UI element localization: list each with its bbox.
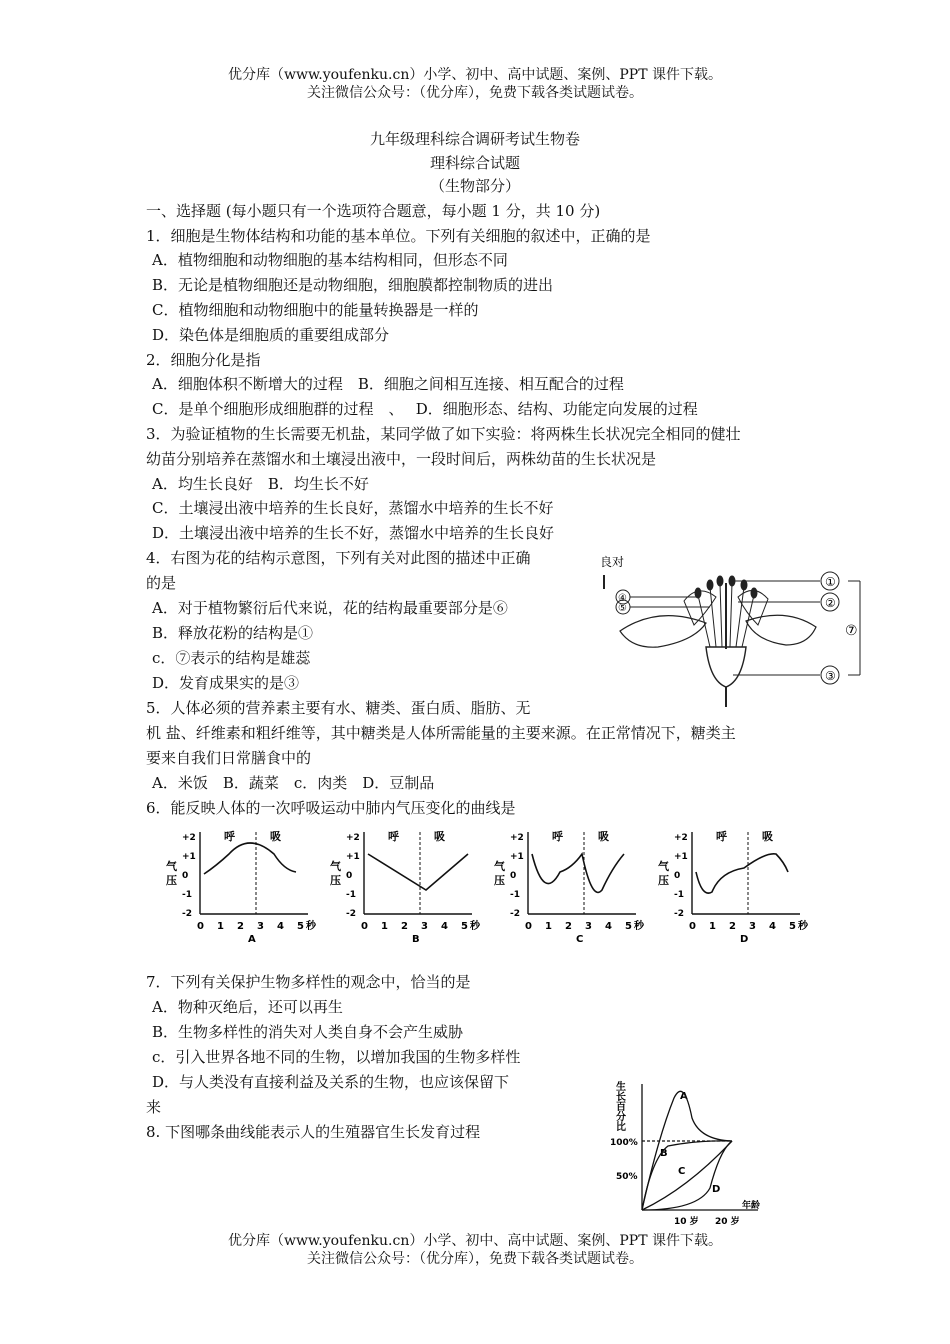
breath-ylabel-2: 压 bbox=[494, 874, 505, 887]
flower-label-1: ① bbox=[825, 575, 836, 589]
breath-ytick: -1 bbox=[674, 890, 684, 900]
q1-option-c: C．植物细胞和动物细胞中的能量转换器是一样的 bbox=[152, 301, 479, 319]
breath-xtick: 4 bbox=[441, 921, 448, 932]
growth-ylabel-3: 百 bbox=[616, 1102, 626, 1113]
question-2-stem: 2．细胞分化是指 bbox=[146, 351, 261, 369]
question-8-stem: 8. 下图哪条曲线能表示人的生殖器官生长发育过程 bbox=[146, 1123, 481, 1141]
breath-panel-a bbox=[166, 829, 317, 945]
breath-ytick: -2 bbox=[510, 909, 520, 919]
breath-ytick: +2 bbox=[346, 833, 360, 843]
breath-curve bbox=[204, 843, 296, 874]
growth-curve-label-d: D bbox=[712, 1184, 721, 1195]
growth-xtick-20: 20 岁 bbox=[715, 1217, 740, 1227]
question-3-stem: 3．为验证植物的生长需要无机盐，某同学做了如下实验：将两株生长状况完全相同的健壮 bbox=[146, 425, 741, 443]
breath-label-exhale: 呼 bbox=[224, 830, 235, 843]
breath-xtick: 5 bbox=[461, 921, 468, 932]
breath-xtick: 5 bbox=[789, 921, 796, 932]
breath-ytick: +2 bbox=[674, 833, 688, 843]
breath-xtick: 2 bbox=[401, 921, 408, 932]
breath-xtick: 2 bbox=[729, 921, 736, 932]
flower-label-5: ⑤ bbox=[618, 603, 627, 614]
breath-xtick: 3 bbox=[749, 921, 756, 932]
breath-ytick: -2 bbox=[182, 909, 192, 919]
question-7-stem: 7．下列有关保护生物多样性的观念中，恰当的是 bbox=[146, 973, 471, 991]
breath-curve bbox=[368, 854, 468, 890]
question-3-stem-cont: 幼苗分别培养在蒸馏水和土壤浸出液中，一段时间后，两株幼苗的生长状况是 bbox=[146, 450, 657, 468]
q1-option-a: A．植物细胞和动物细胞的基本结构相同，但形态不同 bbox=[152, 251, 508, 269]
q7-option-a: A．物种灭绝后，还可以再生 bbox=[152, 998, 343, 1016]
breath-xunit: 秒 bbox=[798, 921, 808, 932]
q5-options: A．米饭 B．蔬菜 c．肉类 D．豆制品 bbox=[152, 774, 435, 792]
breath-xtick: 3 bbox=[421, 921, 428, 932]
breath-label-exhale: 呼 bbox=[552, 830, 563, 843]
breath-label-inhale: 吸 bbox=[434, 830, 445, 843]
question-4-stem-cont: 的是 bbox=[146, 574, 177, 592]
footer-line-2: 关注微信公众号：（优分库），免费下载各类试题试卷。 bbox=[307, 1251, 643, 1267]
question-6-stem: 6．能反映人体的一次呼吸运动中肺内气压变化的曲线是 bbox=[146, 799, 516, 817]
breath-xtick: 5 bbox=[297, 921, 304, 932]
breath-xtick: 0 bbox=[525, 921, 532, 932]
breath-ylabel-1: 气 bbox=[330, 860, 341, 873]
breath-xunit: 秒 bbox=[634, 921, 644, 932]
breath-ylabel-1: 气 bbox=[166, 860, 177, 873]
flower-structure-diagram bbox=[598, 553, 873, 713]
breath-ylabel-1: 气 bbox=[494, 860, 505, 873]
growth-curve-label-b: B bbox=[660, 1148, 668, 1159]
breath-ytick: +2 bbox=[182, 833, 196, 843]
breath-ytick: 0 bbox=[182, 871, 189, 881]
q4-option-b: B．释放花粉的结构是① bbox=[152, 624, 314, 642]
growth-ylabel-2: 长 bbox=[616, 1092, 626, 1103]
breath-xtick: 0 bbox=[361, 921, 368, 932]
breath-ylabel-2: 压 bbox=[330, 874, 341, 887]
q7-option-d: D．与人类没有直接利益及关系的生物，也应该保留下 bbox=[152, 1073, 510, 1091]
breath-ytick: -2 bbox=[346, 909, 356, 919]
breath-ytick: +1 bbox=[510, 852, 524, 862]
growth-ylabel-5: 比 bbox=[616, 1122, 626, 1133]
breath-xtick: 1 bbox=[545, 921, 552, 932]
breath-ytick: 0 bbox=[510, 871, 517, 881]
q7-option-b: B．生物多样性的消失对人类自身不会产生威胁 bbox=[152, 1023, 464, 1041]
growth-xtick-10: 10 岁 bbox=[674, 1217, 699, 1227]
breath-ytick: +1 bbox=[674, 852, 688, 862]
breath-ylabel-2: 压 bbox=[166, 874, 177, 887]
growth-ylabel-4: 分 bbox=[616, 1112, 626, 1123]
breath-xtick: 1 bbox=[217, 921, 224, 932]
question-5-stem-cont-2: 要来自我们日常膳食中的 bbox=[146, 749, 312, 767]
q2-options-ab: A．细胞体积不断增大的过程 B．细胞之间相互连接、相互配合的过程 bbox=[152, 375, 624, 393]
breath-xtick: 1 bbox=[381, 921, 388, 932]
q2-options-cd: C．是单个细胞形成细胞群的过程 、 D．细胞形态、结构、功能定向发展的过程 bbox=[152, 400, 698, 418]
breath-panel-letter: D bbox=[740, 934, 749, 945]
flower-label-4: ④ bbox=[618, 593, 627, 604]
breath-curve bbox=[532, 854, 624, 892]
question-4-stem: 4．右图为花的结构示意图，下列有关对此图的描述中正确 bbox=[146, 549, 531, 567]
breath-xtick: 5 bbox=[625, 921, 632, 932]
q7-option-c: c．引入世界各地不同的生物，以增加我国的生物多样性 bbox=[152, 1048, 521, 1066]
growth-ytick-50: 50% bbox=[616, 1172, 638, 1182]
q3-options-ab: A．均生长良好 B．均生长不好 bbox=[152, 475, 369, 493]
breath-label-inhale: 吸 bbox=[270, 830, 281, 843]
q7-option-d-cont: 来 bbox=[146, 1098, 162, 1116]
growth-curve-chart bbox=[608, 1078, 778, 1228]
breath-ytick: +1 bbox=[182, 852, 196, 862]
section-heading: 一、选择题 (每小题只有一个选项符合题意，每小题 1 分，共 10 分) bbox=[146, 202, 601, 220]
footer-line-1: 优分库（www.youfenku.cn）小学、初中、高中试题、案例、PPT 课件下载。 bbox=[227, 1233, 722, 1249]
breath-ytick: +1 bbox=[346, 852, 360, 862]
growth-xlabel: 年龄 bbox=[742, 1201, 761, 1211]
growth-curve-c bbox=[642, 1141, 732, 1210]
breath-panel-c bbox=[494, 829, 645, 945]
breath-xtick: 4 bbox=[605, 921, 612, 932]
breath-xunit: 秒 bbox=[470, 921, 480, 932]
flower-label-3: ③ bbox=[825, 669, 836, 683]
breath-label-inhale: 吸 bbox=[598, 830, 609, 843]
breath-xunit: 秒 bbox=[306, 921, 316, 932]
growth-ytick-100: 100% bbox=[610, 1138, 638, 1148]
breath-panel-letter: C bbox=[576, 934, 584, 945]
exam-subtitle: 理科综合试题 bbox=[429, 154, 520, 172]
q1-option-d: D．染色体是细胞质的重要组成部分 bbox=[152, 326, 390, 344]
growth-ylabel-1: 生 bbox=[616, 1082, 626, 1093]
breath-ytick: +2 bbox=[510, 833, 524, 843]
flower-label-2: ② bbox=[825, 596, 836, 610]
question-1-stem: 1．细胞是生物体结构和功能的基本单位。下列有关细胞的叙述中，正确的是 bbox=[146, 227, 651, 245]
flower-corner-text: 良对 bbox=[600, 555, 625, 569]
breath-label-exhale: 呼 bbox=[388, 830, 399, 843]
breath-label-exhale: 呼 bbox=[716, 830, 727, 843]
exam-part: （生物部分） bbox=[429, 177, 520, 195]
breath-label-inhale: 吸 bbox=[762, 830, 773, 843]
breath-panel-b bbox=[330, 829, 481, 945]
breath-ytick: -1 bbox=[346, 890, 356, 900]
breath-xtick: 4 bbox=[277, 921, 284, 932]
breath-ylabel-1: 气 bbox=[658, 860, 669, 873]
breath-ytick: -1 bbox=[510, 890, 520, 900]
breath-xtick: 3 bbox=[585, 921, 592, 932]
growth-curve-b bbox=[642, 1141, 732, 1210]
breath-xtick: 4 bbox=[769, 921, 776, 932]
breath-panel-d bbox=[658, 829, 809, 945]
growth-curve-label-a: A bbox=[680, 1091, 688, 1102]
question-5-stem-cont-1: 机 盐、纤维素和粗纤维等，其中糖类是人体所需能量的主要来源。在正常情况下，糖类主 bbox=[146, 724, 736, 742]
breath-panel-letter: A bbox=[248, 934, 256, 945]
header-line-1: 优分库（www.youfenku.cn）小学、初中、高中试题、案例、PPT 课件下载。 bbox=[227, 67, 722, 83]
q4-option-a: A．对于植物繁衍后代来说，花的结构最重要部分是⑥ bbox=[152, 599, 508, 617]
question-5-stem: 5．人体必须的营养素主要有水、糖类、蛋白质、脂肪、无 bbox=[146, 699, 531, 717]
breath-xtick: 0 bbox=[689, 921, 696, 932]
breath-ytick: -2 bbox=[674, 909, 684, 919]
breath-xtick: 3 bbox=[257, 921, 264, 932]
breath-ylabel-2: 压 bbox=[658, 874, 669, 887]
q1-option-b: B．无论是植物细胞还是动物细胞，细胞膜都控制物质的进出 bbox=[152, 276, 554, 294]
flower-label-7: ⑦ bbox=[845, 623, 858, 639]
breath-ytick: -1 bbox=[182, 890, 192, 900]
breath-ytick: 0 bbox=[346, 871, 353, 881]
growth-curve-label-c: C bbox=[678, 1166, 686, 1177]
breath-xtick: 2 bbox=[237, 921, 244, 932]
q3-option-c: C．土壤浸出液中培养的生长良好，蒸馏水中培养的生长不好 bbox=[152, 499, 554, 517]
breath-ytick: 0 bbox=[674, 871, 681, 881]
breath-panel-letter: B bbox=[412, 934, 420, 945]
header-line-2: 关注微信公众号：（优分库），免费下载各类试题试卷。 bbox=[307, 85, 643, 101]
breath-curve bbox=[696, 854, 788, 893]
breath-xtick: 1 bbox=[709, 921, 716, 932]
q3-option-d: D．土壤浸出液中培养的生长不好，蒸馏水中培养的生长良好 bbox=[152, 524, 555, 542]
q4-option-c: c．⑦表示的结构是雄蕊 bbox=[152, 649, 311, 667]
breath-xtick: 0 bbox=[197, 921, 204, 932]
breathing-pressure-curves bbox=[148, 826, 812, 946]
q4-option-d: D．发育成果实的是③ bbox=[152, 674, 300, 692]
breath-xtick: 2 bbox=[565, 921, 572, 932]
growth-curve-d bbox=[642, 1141, 732, 1210]
exam-title: 九年级理科综合调研考试生物卷 bbox=[369, 130, 580, 148]
